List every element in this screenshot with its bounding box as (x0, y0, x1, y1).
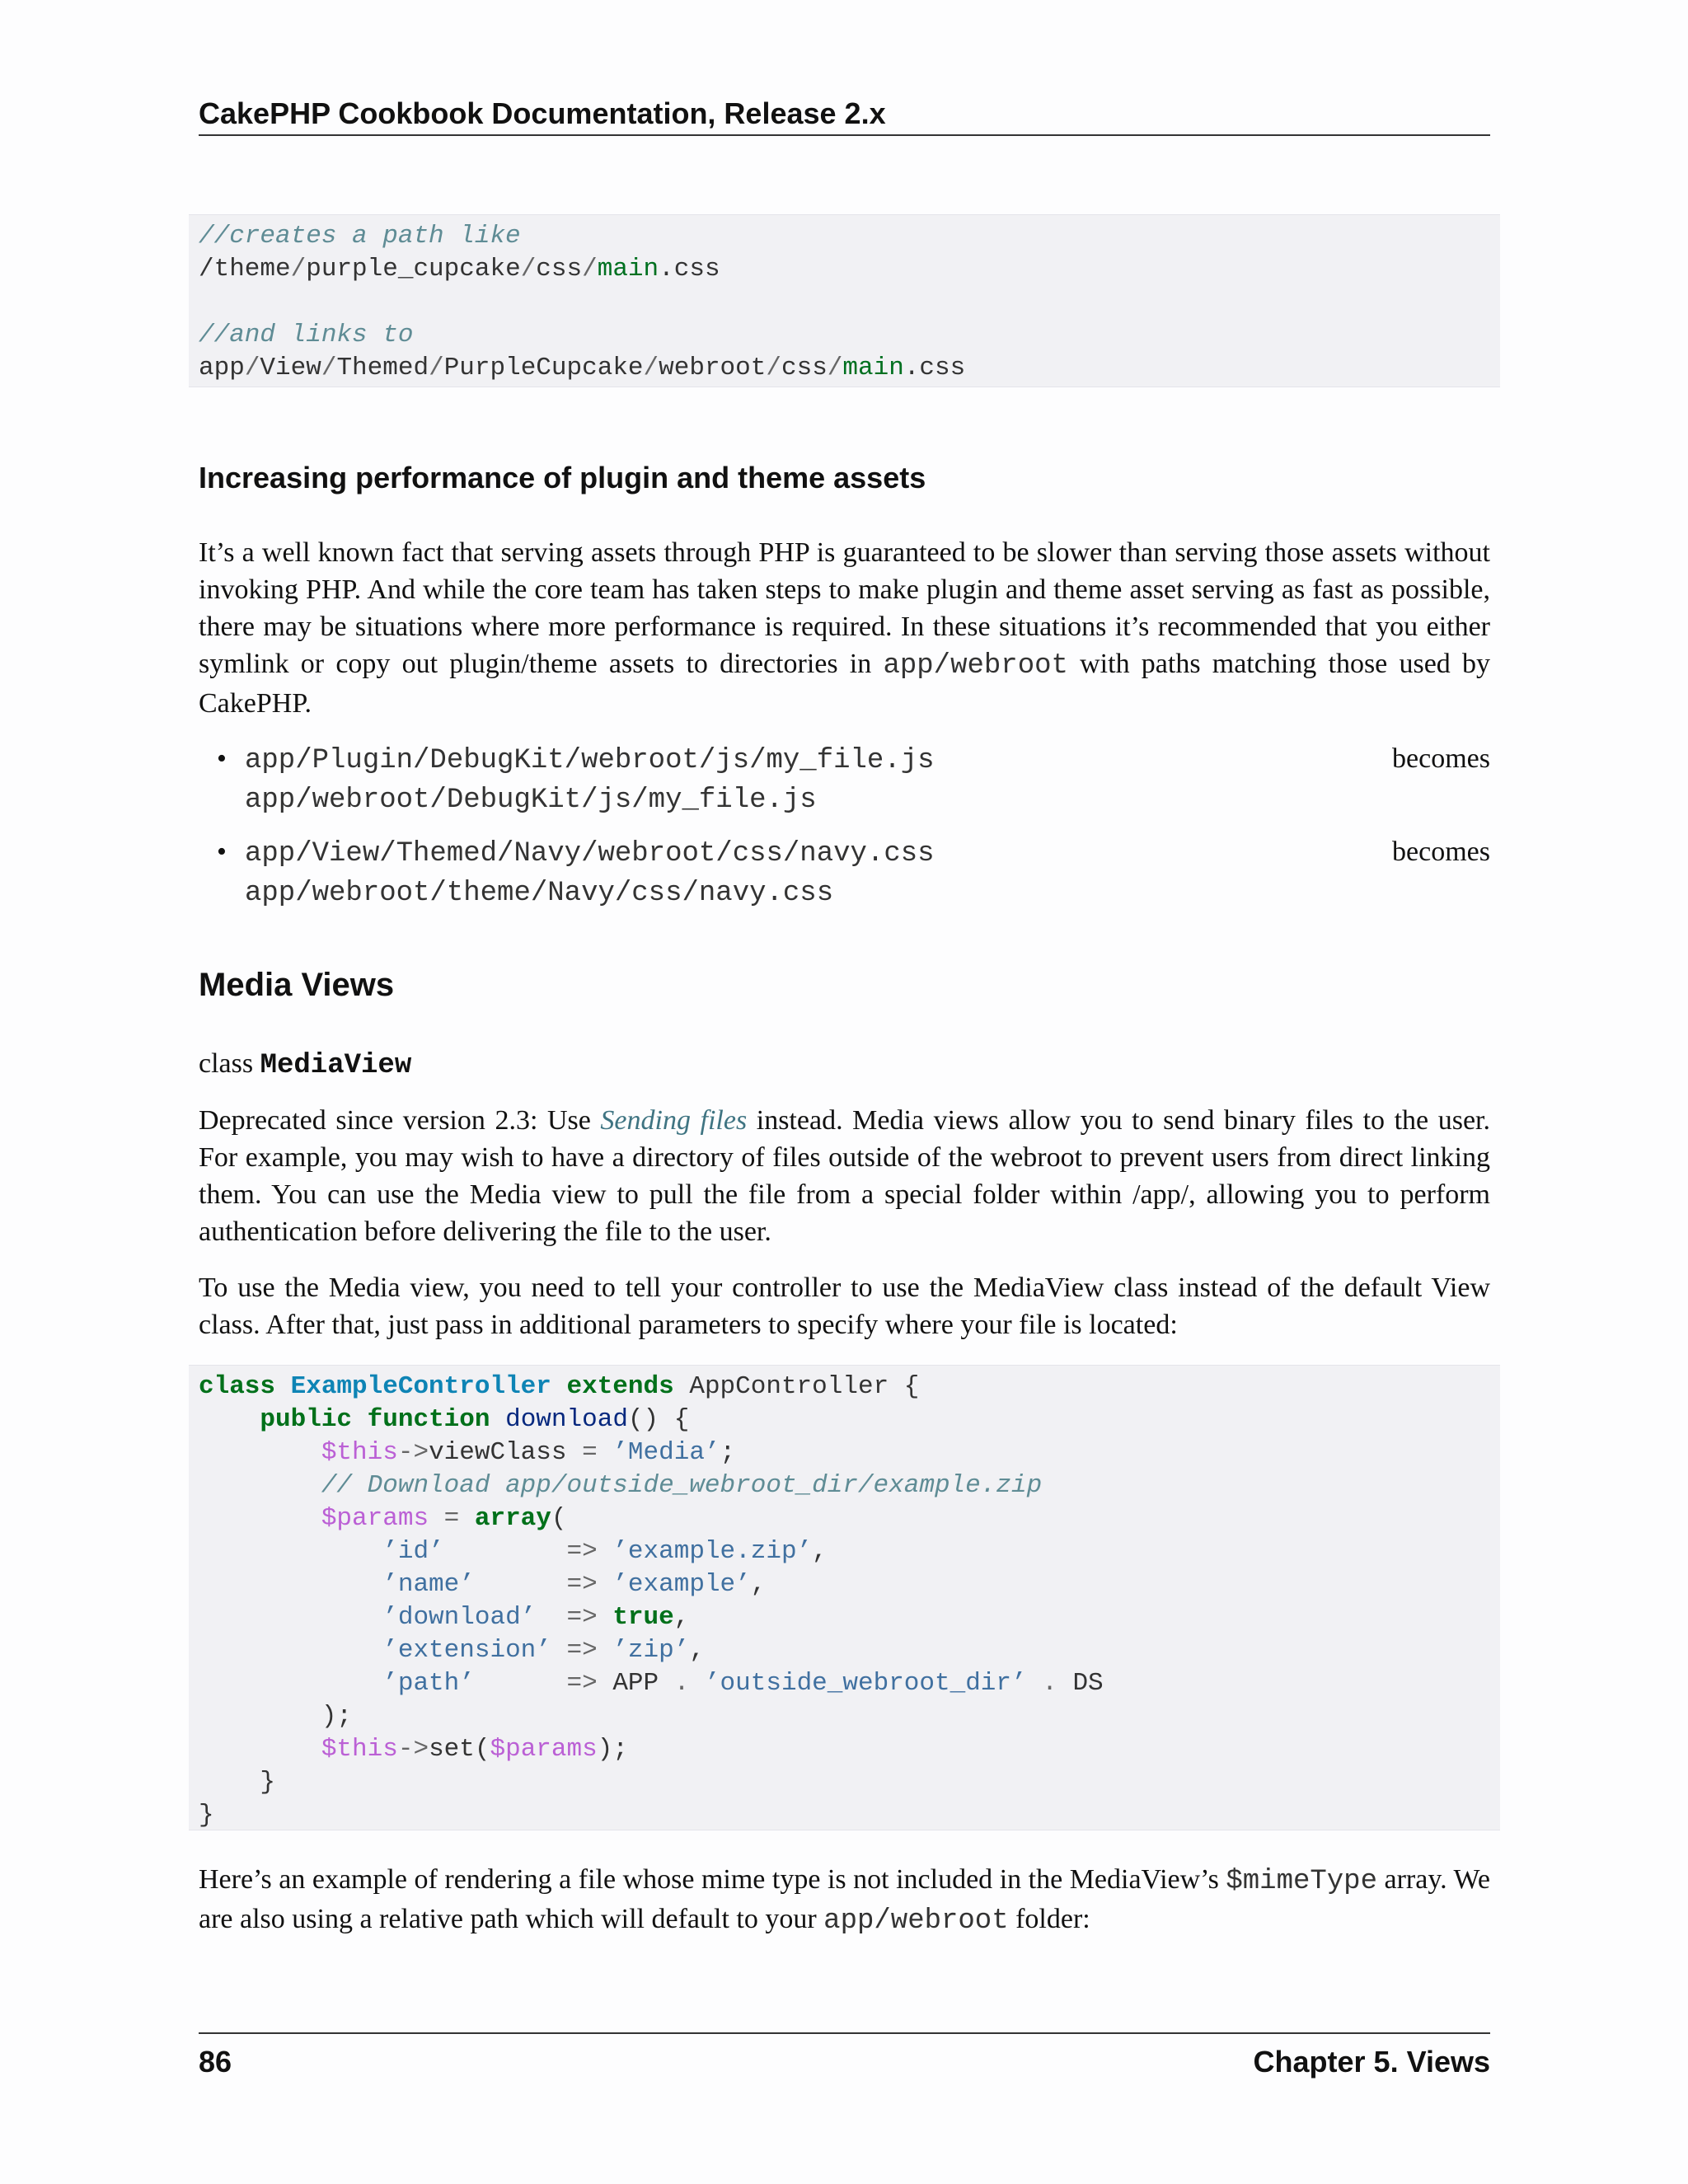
header-divider (199, 134, 1490, 136)
code-comment: //creates a path like (199, 222, 521, 251)
sending-files-link[interactable]: Sending files (600, 1105, 748, 1136)
inline-code: $mimeType (1226, 1866, 1377, 1897)
page-number: 86 (199, 2045, 232, 2079)
list-item: • app/View/Themed/Navy/webroot/css/navy.css becomes app/webroot/theme/Navy/css/navy.css (245, 833, 1490, 912)
bullet-icon: • (217, 743, 227, 774)
paragraph-performance: It’s a well known fact that serving assets through PHP is guaranteed to be slower than serving those assets without invoking PHP. And while the core team has taken steps to make plugin and theme asset serving as fast as possible, there may be situations where more performance is required. In these situations it’s recommended that you either symlink or copy out plugin/theme assets to directories in app/webroot with paths matching those used by CakePHP. (199, 537, 1491, 719)
bullet-icon: • (217, 837, 227, 867)
paragraph-deprecated: Deprecated since version 2.3: Use Sending files instead. Media views allow you to send binary files to the user. For example, you may wish to have a directory of files outside of the webroot to prevent users from direct linking them. You can use the Media view to pull the file from a special folder within /app/, allowing you to perform authentication before delivering the file to the user. (199, 1105, 1490, 1247)
list-item: • app/Plugin/DebugKit/webroot/js/my_file.js becomes app/webroot/DebugKit/js/my_file.js (245, 740, 1490, 819)
code-comment: //and links to (199, 321, 414, 349)
paragraph-usage: To use the Media view, you need to tell your controller to use the MediaView class instead of the default View class. After that, just pass in additional parameters to specify where your file is located: (199, 1272, 1490, 1340)
code-block-example-controller: class ExampleController extends AppController { public function download() { $this->viewClass = ’Media’; // Download app/outside_webroot_dir/example.zip $params = array( ’id’ => ’example.zip’, ’name’ => ’example’, ’download’ => true, ’extension’ => ’zip’, ’path’ => APP . ’outside_webroot_dir’ . DS ); $this->set($params); } } (189, 1365, 1500, 1830)
paragraph-mime-example: Here’s an example of rendering a file whose mime type is not included in the MediaView’s $mimeType array. We are also using a relative path which will default to your app/webroot folder: (199, 1864, 1490, 1937)
section-heading-media-views: Media Views (199, 967, 395, 1003)
running-header: CakePHP Cookbook Documentation, Release 2.x (199, 96, 886, 130)
section-heading-performance: Increasing performance of plugin and theme assets (199, 461, 926, 494)
inline-code: app/webroot (823, 1905, 1009, 1937)
class-signature: class MediaView (199, 1048, 412, 1081)
chapter-title: Chapter 5. Views (1253, 2045, 1490, 2079)
code-block-theme-path: //creates a path like /theme/purple_cupcake/css/main.css //and links to app/View/Themed/PurpleCupcake/webroot/css/main.css (189, 214, 1500, 387)
footer-divider (199, 2032, 1490, 2034)
inline-code: app/webroot (883, 650, 1068, 682)
